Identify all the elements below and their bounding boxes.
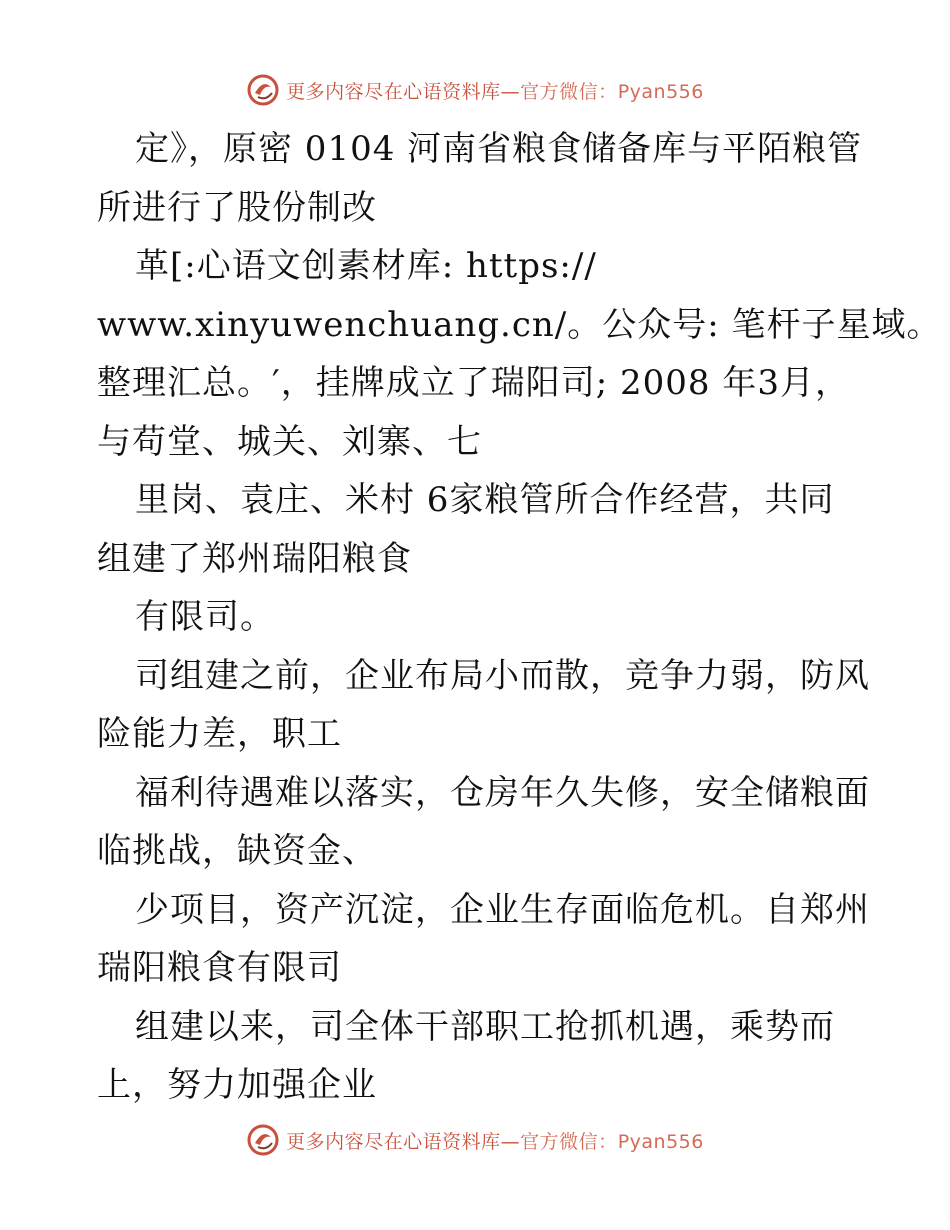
watermark-wechat-id: Pyan556 [617,80,704,103]
watermark-dash: — [500,1130,521,1153]
body-line: 定》，原密 0104 河南省粮食储备库与平陌粮管 [135,129,863,169]
body-line: 险能力差，职工 [97,714,342,754]
body-line: www.xinyuwenchuang.cn/。公众号: 笔杆子星域。 [97,304,942,345]
watermark-text [286,77,704,104]
body-line: 上，努力加强企业 [97,1065,377,1105]
watermark-wechat-label: 官方微信： [520,80,618,103]
body-line: 福利待遇难以落实，仓房年久失修，安全储粮面 [135,772,870,813]
body-line: 临挑战，缺资金、 [97,831,377,871]
watermark-brand: 更多内容尽在心语资料库 [286,80,501,103]
body-line: 里岗、袁庄、米村 6家粮管所合作经营，共同 [135,480,835,520]
body-line: 组建以来，司全体干部职工抢抓机遇，乘势而 [135,1006,835,1047]
document-body [97,120,942,1115]
swirl-logo-icon [246,73,280,107]
body-line: 整理汇总。′，挂牌成立了瑞阳司; 2008 年3月， [97,363,850,403]
watermark-wechat-label: 官方微信： [520,1130,618,1153]
body-line: 与苟堂、城关、刘寨、七 [97,421,482,462]
body-line: 革[:心语文创素材库: https:// [135,246,597,286]
watermark-text [286,1127,704,1154]
footer-watermark [0,1120,950,1160]
header-watermark [0,70,950,110]
body-line: 组建了郑州瑞阳粮食 [97,538,412,579]
watermark-wechat-id: Pyan556 [617,1130,704,1153]
watermark-dash: — [500,80,521,103]
body-line: 所进行了股份制改 [97,187,377,228]
body-line: 少项目，资产沉淀，企业生存面临危机。自郑州 [135,889,870,930]
swirl-logo-icon [246,1123,280,1157]
body-line: 司组建之前，企业布局小而散，竞争力弱，防风 [135,655,870,696]
watermark-brand: 更多内容尽在心语资料库 [286,1130,501,1153]
body-line: 有限司。 [135,597,275,637]
body-line: 瑞阳粮食有限司 [97,948,342,988]
